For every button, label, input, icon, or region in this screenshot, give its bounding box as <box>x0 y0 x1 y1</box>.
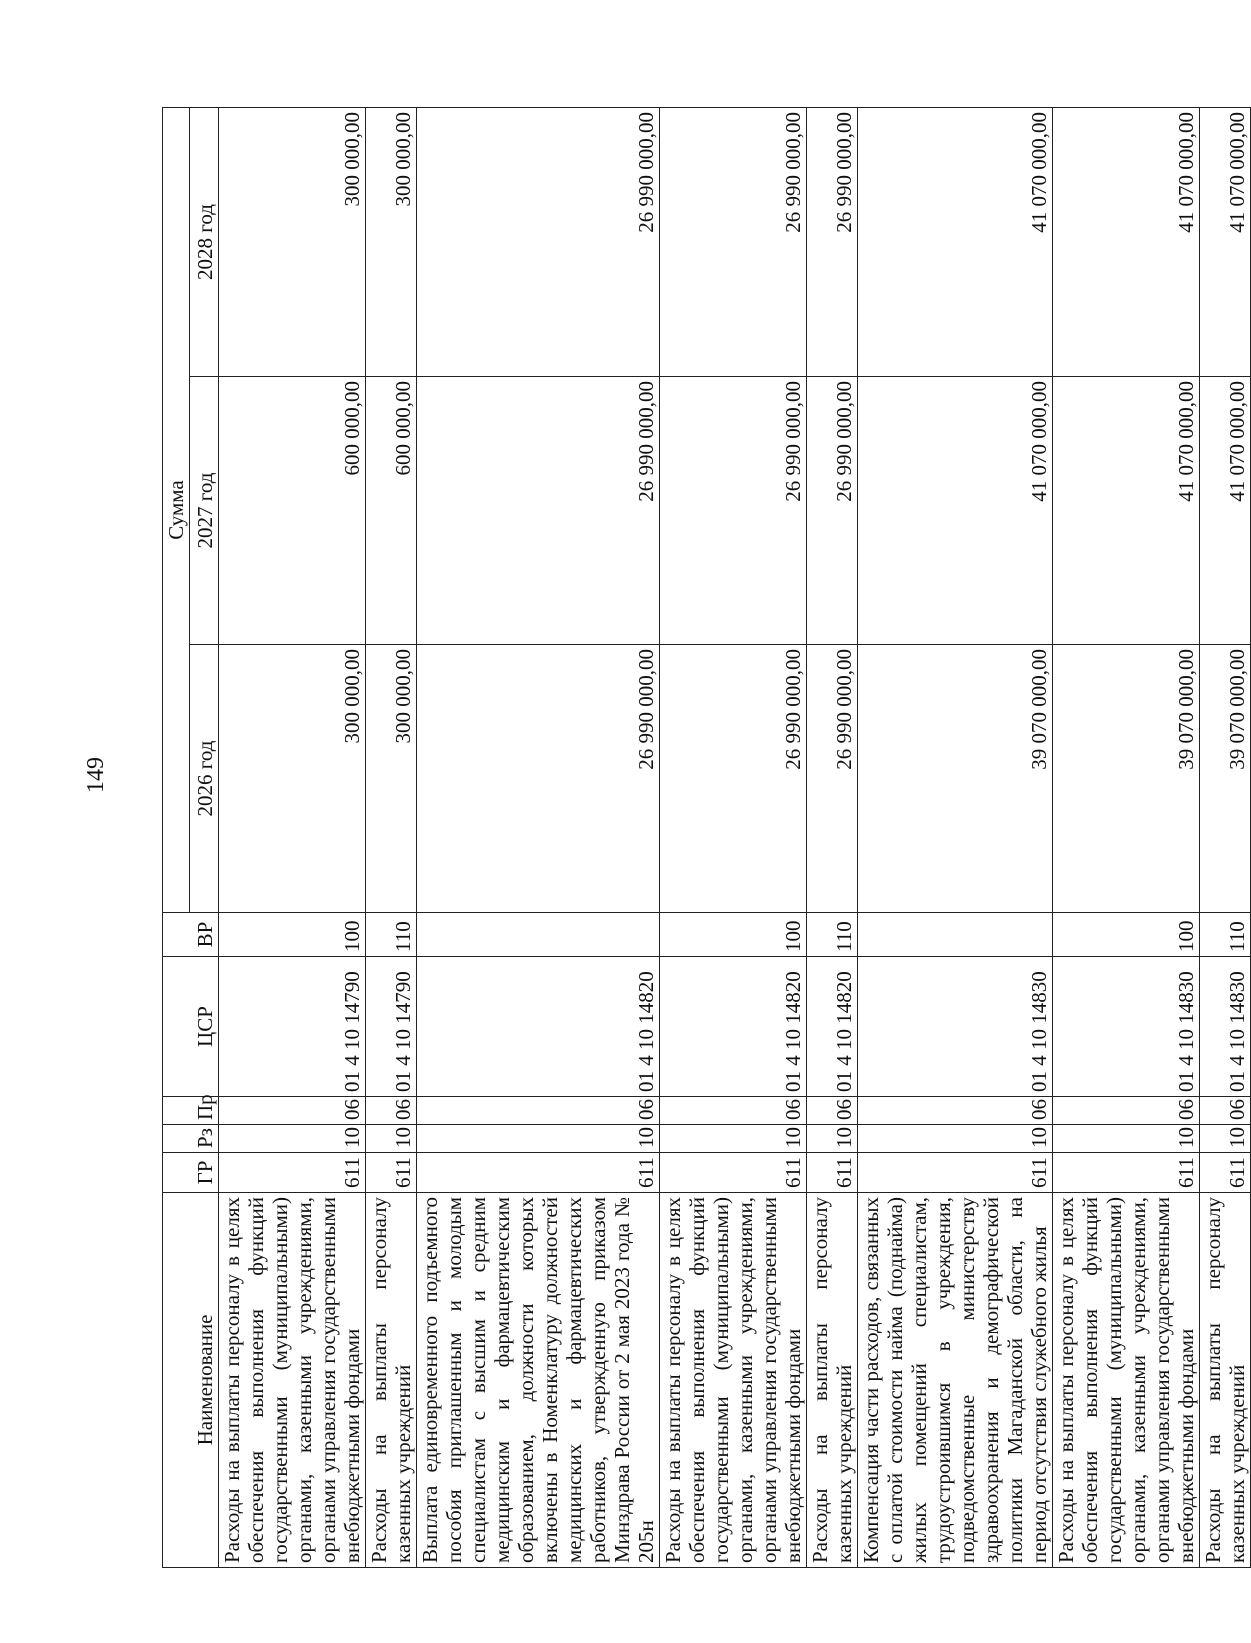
header-name: Наименование <box>163 1193 219 1568</box>
cell-pr: 06 <box>660 1097 807 1125</box>
cell-2026: 300 000,00 <box>219 645 366 913</box>
cell-gr: 611 <box>858 1153 1053 1193</box>
cell-csr: 01 4 10 14820 <box>660 957 807 1097</box>
table-row <box>219 107 366 1567</box>
header-rz: Рз <box>163 1125 219 1153</box>
cell-name: Расходы на выплаты персоналу в целях обеспечения выполнения функций государственными (муниципальными) органами, казенными учреждениями, органами управления государственными внебюджетными фондами <box>660 1193 807 1568</box>
cell-2028: 26 990 000,00 <box>660 107 807 376</box>
cell-rz: 10 <box>366 1125 417 1153</box>
cell-2028: 300 000,00 <box>366 107 417 376</box>
table-row <box>1200 107 1251 1567</box>
table-row <box>807 107 858 1567</box>
cell-csr: 01 4 10 14830 <box>858 957 1053 1097</box>
cell-pr: 06 <box>417 1097 660 1125</box>
cell-csr: 01 4 10 14820 <box>417 957 660 1097</box>
cell-2027: 41 070 000,00 <box>858 377 1053 645</box>
table-row <box>1053 107 1200 1567</box>
cell-gr: 611 <box>660 1153 807 1193</box>
cell-2026: 39 070 000,00 <box>858 645 1053 913</box>
table-row <box>858 107 1053 1567</box>
cell-name: Компенсация части расходов, связанных с оплатой стоимости найма (поднайма) жилых помещений специалистам, трудоустроившимся в учреждения, подведомственные министерству здравоохранения и демографической политики Магаданской области, на период отсутствия служебного жилья <box>858 1193 1053 1568</box>
cell-2027: 26 990 000,00 <box>417 377 660 645</box>
header-gr: ГР <box>163 1153 219 1193</box>
cell-2028: 41 070 000,00 <box>858 107 1053 376</box>
cell-name: Расходы на выплаты персоналу казенных учреждений <box>366 1193 417 1568</box>
cell-2027: 41 070 000,00 <box>1053 377 1200 645</box>
cell-2027: 26 990 000,00 <box>660 377 807 645</box>
header-csr: ЦСР <box>163 957 219 1097</box>
table-row <box>417 107 660 1567</box>
cell-2027: 41 070 000,00 <box>1200 377 1251 645</box>
cell-vr: 100 <box>660 913 807 957</box>
header-vr: ВР <box>163 913 219 957</box>
header-2026: 2026 год <box>190 645 219 913</box>
table-header-row <box>163 107 190 1567</box>
budget-table <box>162 107 1251 1568</box>
cell-pr: 06 <box>858 1097 1053 1125</box>
header-sum: Сумма <box>163 107 190 912</box>
cell-vr: 110 <box>807 913 858 957</box>
cell-csr: 01 4 10 14790 <box>219 957 366 1097</box>
header-2027: 2027 год <box>190 377 219 645</box>
cell-name: Расходы на выплаты персоналу казенных учреждений <box>807 1193 858 1568</box>
page-number: 149 <box>83 757 109 793</box>
cell-csr: 01 4 10 14830 <box>1200 957 1251 1097</box>
cell-name: Выплата единовременного подъемного пособия приглашенным и молодым специалистам с высшим и средним медицинским и фармацевтическим образованием, должности которых включены в Номенклатуру должностей медицинских и фармацевтических работников, утвержденную приказом Минздрава России от 2 мая 2023 года № 205н <box>417 1193 660 1568</box>
cell-pr: 06 <box>807 1097 858 1125</box>
cell-csr: 01 4 10 14830 <box>1053 957 1200 1097</box>
rotated-table-wrapper <box>162 108 1249 1568</box>
cell-rz: 10 <box>660 1125 807 1153</box>
cell-2026: 39 070 000,00 <box>1053 645 1200 913</box>
cell-gr: 611 <box>807 1153 858 1193</box>
cell-vr <box>417 913 660 957</box>
cell-rz: 10 <box>417 1125 660 1153</box>
header-pr: Пр <box>163 1097 219 1125</box>
cell-rz: 10 <box>807 1125 858 1153</box>
cell-vr: 110 <box>1200 913 1251 957</box>
cell-rz: 10 <box>1053 1125 1200 1153</box>
cell-gr: 611 <box>366 1153 417 1193</box>
cell-csr: 01 4 10 14820 <box>807 957 858 1097</box>
cell-2026: 26 990 000,00 <box>417 645 660 913</box>
table-row <box>660 107 807 1567</box>
cell-2026: 26 990 000,00 <box>660 645 807 913</box>
cell-vr: 100 <box>219 913 366 957</box>
cell-rz: 10 <box>219 1125 366 1153</box>
cell-gr: 611 <box>417 1153 660 1193</box>
header-2028: 2028 год <box>190 107 219 376</box>
cell-pr: 06 <box>1053 1097 1200 1125</box>
cell-2028: 41 070 000,00 <box>1200 107 1251 376</box>
cell-pr: 06 <box>1200 1097 1251 1125</box>
cell-2028: 41 070 000,00 <box>1053 107 1200 376</box>
cell-pr: 06 <box>366 1097 417 1125</box>
cell-vr: 100 <box>1053 913 1200 957</box>
cell-rz: 10 <box>1200 1125 1251 1153</box>
cell-2026: 26 990 000,00 <box>807 645 858 913</box>
cell-rz: 10 <box>858 1125 1053 1153</box>
cell-pr: 06 <box>219 1097 366 1125</box>
cell-gr: 611 <box>1053 1153 1200 1193</box>
cell-csr: 01 4 10 14790 <box>366 957 417 1097</box>
table-row <box>366 107 417 1567</box>
cell-2027: 26 990 000,00 <box>807 377 858 645</box>
cell-name: Расходы на выплаты персоналу в целях обеспечения выполнения функций государственными (муниципальными) органами, казенными учреждениями, органами управления государственными внебюджетными фондами <box>1053 1193 1200 1568</box>
cell-2027: 600 000,00 <box>366 377 417 645</box>
cell-gr: 611 <box>1200 1153 1251 1193</box>
cell-name: Расходы на выплаты персоналу в целях обеспечения выполнения функций государственными (муниципальными) органами, казенными учреждениями, органами управления государственными внебюджетными фондами <box>219 1193 366 1568</box>
cell-2028: 26 990 000,00 <box>417 107 660 376</box>
cell-2028: 300 000,00 <box>219 107 366 376</box>
cell-2027: 600 000,00 <box>219 377 366 645</box>
cell-2026: 39 070 000,00 <box>1200 645 1251 913</box>
cell-vr <box>858 913 1053 957</box>
cell-vr: 110 <box>366 913 417 957</box>
cell-2028: 26 990 000,00 <box>807 107 858 376</box>
cell-2026: 300 000,00 <box>366 645 417 913</box>
cell-name: Расходы на выплаты персоналу казенных учреждений <box>1200 1193 1251 1568</box>
cell-gr: 611 <box>219 1153 366 1193</box>
